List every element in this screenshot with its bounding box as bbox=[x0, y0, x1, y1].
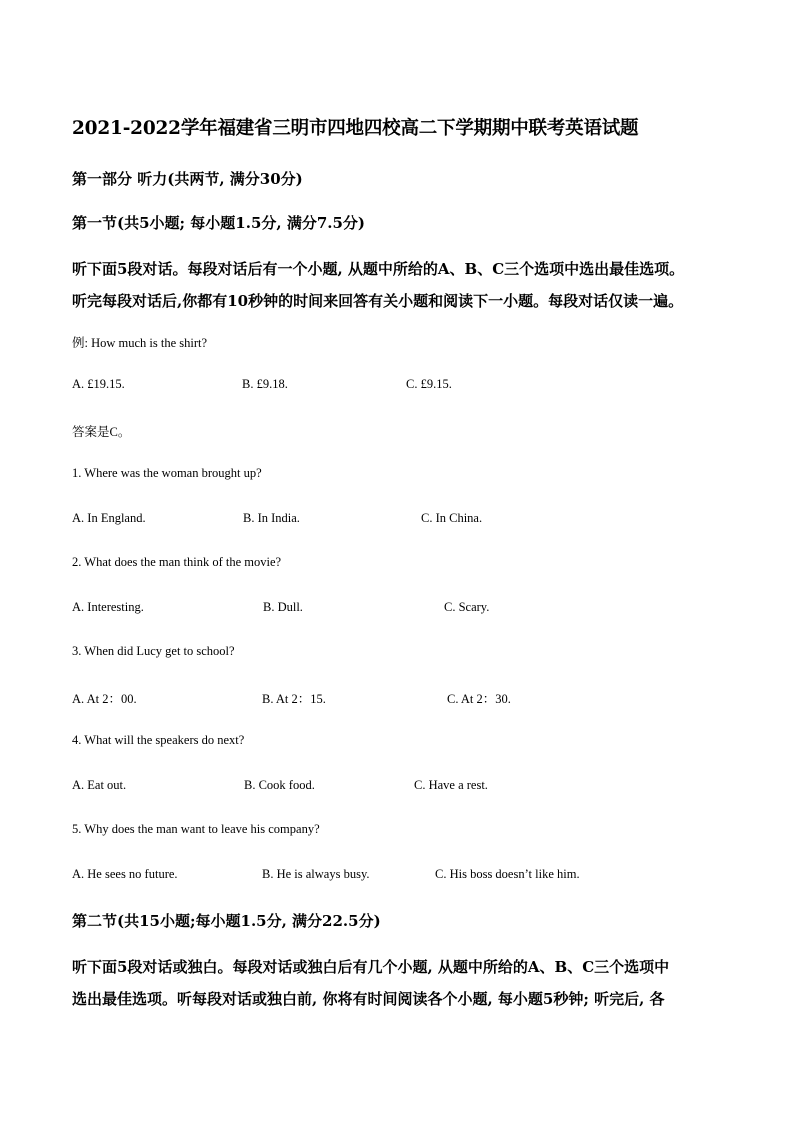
question-5: 5. Why does the man want to leave his company? bbox=[72, 822, 320, 836]
question-4-option-a: A. Eat out. bbox=[72, 778, 127, 792]
section2-heading: 第二节(共15小题;每小题1.5分, 满分22.5分) bbox=[72, 912, 381, 930]
part1-heading: 第一部分 听力(共两节, 满分30分) bbox=[72, 170, 303, 188]
question-5-option-a: A. He sees no future. bbox=[72, 867, 178, 881]
question-2: 2. What does the man think of the movie? bbox=[72, 555, 282, 569]
example-answer: 答案是C。 bbox=[72, 425, 131, 439]
question-1-option-c: C. In China. bbox=[421, 511, 483, 525]
example-option-b: B. £9.18. bbox=[242, 377, 288, 391]
question-2-option-b: B. Dull. bbox=[263, 600, 303, 614]
section2-instruction-line-1: 听下面5段对话或独白。每段对话或独白后有几个小题, 从题中所给的A、B、C三个选项中 bbox=[72, 958, 670, 976]
question-1-option-b: B. In India. bbox=[243, 511, 300, 525]
question-2-option-a: A. Interesting. bbox=[72, 600, 144, 614]
section2-instruction-line-2: 选出最佳选项。听每段对话或独白前, 你将有时间阅读各个小题, 每小题5秒钟; 听完后, 各 bbox=[72, 990, 665, 1008]
question-4-option-c: C. Have a rest. bbox=[414, 778, 488, 792]
question-1: 1. Where was the woman brought up? bbox=[72, 466, 262, 480]
section1-instruction-line-1: 听下面5段对话。每段对话后有一个小题, 从题中所给的A、B、C三个选项中选出最佳选项。 bbox=[72, 260, 685, 278]
question-3-option-b: B. At 2：15. bbox=[262, 692, 326, 706]
document-title: 2021-2022学年福建省三明市四地四校高二下学期期中联考英语试题 bbox=[72, 118, 639, 139]
question-4-option-b: B. Cook food. bbox=[244, 778, 315, 792]
example-option-c: C. £9.15. bbox=[406, 377, 452, 391]
question-3-option-a: A. At 2：00. bbox=[72, 692, 137, 706]
question-5-option-c: C. His boss doesn’t like him. bbox=[435, 867, 580, 881]
question-1-option-a: A. In England. bbox=[72, 511, 146, 525]
section1-instruction-line-2: 听完每段对话后,你都有10秒钟的时间来回答有关小题和阅读下一小题。每段对话仅读一遍。 bbox=[72, 292, 684, 310]
question-2-option-c: C. Scary. bbox=[444, 600, 490, 614]
question-4: 4. What will the speakers do next? bbox=[72, 733, 245, 747]
example-option-a: A. £19.15. bbox=[72, 377, 125, 391]
section1-heading: 第一节(共5小题; 每小题1.5分, 满分7.5分) bbox=[72, 214, 366, 232]
question-3-option-c: C. At 2：30. bbox=[447, 692, 511, 706]
example-question: 例: How much is the shirt? bbox=[72, 336, 208, 350]
question-5-option-b: B. He is always busy. bbox=[262, 867, 370, 881]
question-3: 3. When did Lucy get to school? bbox=[72, 644, 235, 658]
